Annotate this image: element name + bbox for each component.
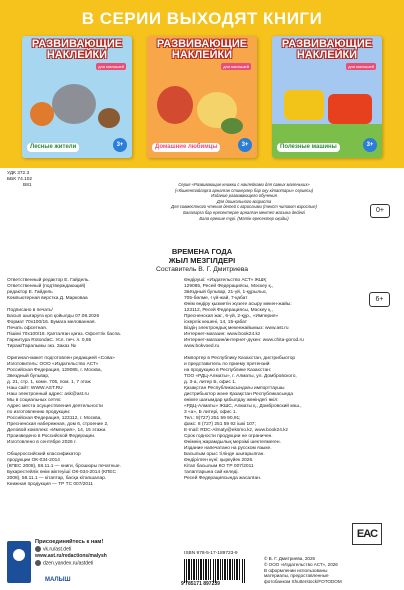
link-vk[interactable]: vk.ru/ast.deti bbox=[35, 546, 107, 553]
vk-icon bbox=[35, 546, 41, 552]
owl-icon bbox=[13, 549, 25, 561]
turtle-illustration bbox=[221, 118, 243, 134]
barcode-number: 9 785171 897239 bbox=[181, 581, 220, 587]
classification bbox=[7, 171, 32, 189]
isbn: ISBN 978-5-17-189723-9 bbox=[184, 551, 238, 556]
series-title: В СЕРИИ ВЫХОДЯТ КНИГИ bbox=[81, 9, 323, 28]
join-us-label: Присоединяйтесь к нам! bbox=[35, 539, 104, 545]
imprint-right: Өндіруші: «Издательство АСТ» ЖШҚ 129085, Ресей Федерациясы, Мәскеу қ., Звёздный бульвар, 21-үй, 1-құрылыс, 705-бөлме, I үй-жай, 7-қабат Өнім өндіру қызметін жүзеге асыру мекен-жайы: 123112, Ресей Федерациясы, Мәскеу қ., Пресненская жаг., 6-үй, 2-құр., «Империя» іскерлік кешені, 14, 15-қабат Біздің электрондық мекенжайымыз: www.ast.ru Интернет-магазин: www.book24.kz Интернет-магазин/интернет-дүкен: www.chita-gorod.ru www.bokvoed.ru Импортер в Республику Казахстан, дистрибьютор и представитель по приему претензий на продукцию в Республике Казахстан: ТОО «РДЦ-Алматы», г. Алматы, ул. Домбровского, д. 3-а, литер Б, офис 1. Қазақстан Республикасындағы импорттаушы дистрибьютор және Қазақстан Республикасында өнімге шағымдар қабылдау жөніндегі өкіл: «РДЦ-Алматы» ЖШС, Алматы қ., Домбровский көш., 3 «а», Б литері, офис 1. Тел.: 8(727) 251 59 90,91; факс: 8 (727) 251 59 92 ішкі 107; E-mail: RDC-Almaty@eksmo.kz, www.book24.kz Срок годности продукции не ограничен. Өнімнің жарамдылық мерзімі шектелмеген. Издание напечатано на русском языке. Басылым орыс тілінде шығарылған. Өндірілген күні: қыркүйек 2026. Кітап басылым КО ТР 007/2011 талаптарына сай келеді. Ресей Федерациясында жасалған. bbox=[184, 278, 304, 481]
fox-illustration bbox=[30, 102, 54, 126]
book-cover-pets bbox=[147, 36, 257, 158]
book-subject: Лесные жители bbox=[27, 143, 79, 152]
bbk: ББК 74.102 bbox=[7, 177, 33, 182]
book-subject: Полезные машины bbox=[277, 143, 340, 152]
book-sub: для малышей bbox=[348, 64, 374, 69]
book-series-title: РАЗВИВАЮЩИЕ НАКЛЕЙКИ bbox=[281, 38, 373, 61]
wolf-illustration bbox=[52, 84, 96, 124]
book-age-badge: 3+ bbox=[238, 138, 252, 152]
dzen-icon bbox=[35, 560, 41, 566]
excavator-illustration bbox=[284, 90, 324, 120]
title-kz: ЖЫЛ МЕЗГІЛДЕРІ bbox=[168, 256, 236, 265]
link-dzen[interactable]: dzen.yandex.ru/astdeti bbox=[35, 560, 107, 567]
imprint-left: Ответственный редактор Е. Гайдель. Ответственный (подтверждающий) редактор Е. Гайдель Компьютерная верстка Д. Марковаа Подписано в печать/ Басып шығаруға қол қойылды 07.08.2026 Формат 70x100/16. Бумага мелованная. Печать офсетная. Пішімі 70x100/16. Қапталған қағаз. Офсеттік баспа. Гарнитура RotondaC. Усл. печ. л. 0,65 Тираж/Таралымы экз. Заказ № Оригинал-макет подготовлен редакцией «Сова» Изготовитель: ООО «Издательство АСТ» Российская Федерация, 129085, г. Москва, Звездный бульвар, д. 21, стр. 1, комн. 705, пом. 1, 7 этаж Наш сайт: WWW.AST.RU Наш электронный адрес: ask@ast.ru Мы в социальных сетях: Адрес места осуществления деятельности по изготовлению продукции: Российская Федерация, 123112, г. Москва, Пресненская набережная, дом 6, строение 2, Деловой комплекс «Империя», 14, 15 этажи. Произведено в Российской Федерации. Изготовлено в сентябре 2026 г. Общероссийский классификатор продукции ОК-034-2014 (КПЕС 2008), 58.11.1 — книги, брошюры печатные. Букарестейлік өнім жіктеуіші ОК-034-2014 (КПЕС 2008), 58.11.1 — кітаптар, басқа кітапшалар. Книжная продукция — ТР ТС 007/2011 bbox=[7, 278, 122, 487]
eac-mark: EAC bbox=[352, 523, 382, 545]
copyright: © В. Г. Дмитриева, 2026 © ООО «Издательство АСТ», 2026 В оформлении использованы материалы, предоставленные фотобанком Shutterstock/FOTODOM bbox=[264, 556, 342, 585]
book-series-title: РАЗВИВАЮЩИЕ НАКЛЕЙКИ bbox=[31, 38, 123, 61]
book-age-badge: 3+ bbox=[113, 138, 127, 152]
book-cover-forest bbox=[22, 36, 132, 158]
book-sub: для малышей bbox=[223, 64, 249, 69]
bear-illustration bbox=[98, 108, 120, 128]
book-sub: для малышей bbox=[98, 64, 124, 69]
book-cover-machines bbox=[272, 36, 382, 158]
barcode bbox=[183, 559, 247, 583]
author-code: В81 bbox=[23, 183, 32, 188]
link-ast[interactable]: www.ast.ru/redactions/malysh bbox=[35, 553, 107, 560]
title-ru: ВРЕМЕНА ГОДА bbox=[171, 247, 233, 256]
parrot-illustration bbox=[157, 86, 193, 124]
series-annotation: Серия «Развивающие книжки с наклейками для самых маленьких» («Кішкентайларға арналған стикерлер бар оқу кітаптары» сериясы) Издание развивающего обучения Для дошкольного возраста Для совместного чтения детей с взрослыми (текст читают взрослые) Балаларға бар ересектерге арналған мектеп жасына дейінгі Бала ерекше түрі. (Мәтін ересектер оқиды) bbox=[171, 182, 317, 221]
book-series-title: РАЗВИВАЮЩИЕ НАКЛЕЙКИ bbox=[156, 38, 248, 61]
malysh-owl-logo bbox=[7, 541, 31, 583]
book-age-badge: 3+ bbox=[363, 138, 377, 152]
brand-name: МАЛЫШ bbox=[45, 577, 71, 583]
compiler: Составитель В. Г. Дмитриева bbox=[155, 266, 249, 273]
age-rating-badge: 0+ bbox=[370, 204, 390, 218]
book-titles bbox=[0, 247, 404, 275]
book-subject: Домашние любимцы bbox=[152, 143, 220, 152]
udk: УДК 372.3 bbox=[7, 171, 30, 176]
age-rating-kz-badge: 6+ bbox=[369, 292, 390, 307]
social-links bbox=[35, 539, 107, 568]
series-banner bbox=[0, 0, 404, 168]
truck-illustration bbox=[328, 94, 372, 124]
